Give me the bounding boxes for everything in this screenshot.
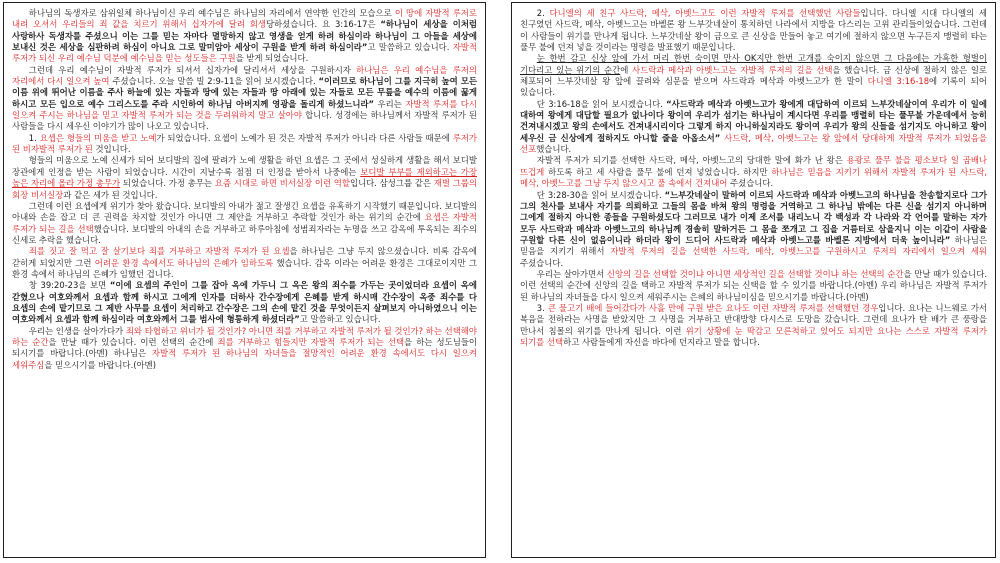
text-run: 보디발 부부를 제외하고는 가장 높은 자리에 올라 가정 총무가 (12, 166, 477, 189)
text-run: “이에 요셉의 주인이 그를 잡아 옥에 가두니 그 옥은 왕의 죄수를 가두는 곳이었더라 요셉이 옥에 갇혔으나 여호와께서 요셉과 함께 하시고 그에게 인자를 더하사 간수장에게 은혜를 받게 하시매 간수장이 옥중 죄수를 다 요셉의 손에 맡기므로 그 제반 사무를 요셉이 처리하고 간수장은 그의 손에 맡긴 것을 무엇이든지 살펴보지 아니하였으니 이는 여호와께서 요셉과 함께 하심이라 여호와께서 그를 범사에 형통하게 하셨더라” (12, 280, 477, 325)
text-run: 을 하나님은 그냥 두지 않으셨습니다. 비록 감옥에 갇히게 되었지만 그런 (12, 246, 477, 268)
text-run: 요셉은 형들의 미움을 받고 노예 (39, 132, 157, 143)
text-run: 입니다. 요나는 니느웨로 가서 복음을 전하라는 사명을 받았지만 그 사명을 거부하고 반대방향 다시스로 도망을 갔습니다. 그런데 요나가 탄 배가 큰 풍랑을 만나서 침몰의 위기를 만나게 됩니다. 이런 (520, 302, 988, 336)
text-run: 과 같은 세가 된 것입니다. (63, 189, 158, 200)
text-run: 단 3:28-30을 읽어 보시겠습니다. (536, 189, 665, 200)
text-run: 을 믿으시기를 바랍니다. (44, 359, 134, 370)
text-run: 3. (536, 302, 548, 313)
text-run: 우리는 인생을 살아가다가 (28, 325, 126, 336)
text-run: “느부갓네살이 말하여 이르되 사드락과 메삭과 아벳느고의 하나님을 찬송할지로다 그가 그의 천사를 보내사 자기를 의뢰하고 그들의 몸을 바쳐 왕의 명령을 거역하고 그 하나님 밖에는 다른 신을 섬기지 아니하며 그에게 절하지 아니한 종들을 구원하셨도다 그러므로 내가 이제 조서를 내리노니 각 백성과 각 나라와 각 언어를 말하는 자가 모두 사드락과 메삭과 아벳느고의 하나님께 경솔히 말하거든 그 몸을 쪼개고 그 집을 거름터로 삼을지니 이는 이같이 사람을 구원할 다른 신이 없음이니라 하더라 왕이 드디어 사드락과 메삭과 아벳느고를 바벨론 지방에서 더욱 높이니라” (520, 189, 987, 245)
text-run: 하나님은 우리 예수님을 루저의 자리에서 다시 일으켜 높여 (12, 64, 477, 87)
text-run: 죄와 타협하고 위너가 될 것인가? 아니면 죄를 거부하고 자발적 루저가 될 것인가? 하는 선택해야 하는 순간 (12, 325, 477, 347)
text-run: 하나님은 믿음을 지키기 위해서 (520, 234, 987, 257)
text-run: 단 3:16-18을 읽어 보시겠습니다. (536, 98, 667, 109)
document-paragraph (520, 8, 987, 53)
text-run: (아멘) (133, 359, 156, 370)
text-run: 형들의 미움으로 노예 신세가 되어 보디발의 집에 팔려가 노예 생활을 하던 요셉은 그 곳에서 성실하게 생활을 해서 보디발 장관에게 인정을 받는 사람이 되었습니다. 시간이 지날수록 점점 더 인정을 받아서 나중에는 (12, 155, 477, 177)
text-run: 어려운 환경 속에서도 하나님의 은혜가 임하도록 (94, 257, 274, 268)
text-run: 자발적 루저의 길을 선택한 사드락, 메삭, 아벳느고를 구원하시고 루저의 자리에서 일으켜 세워 (610, 246, 987, 257)
text-run: 주셨습니다. (727, 178, 774, 189)
left-document-page (3, 2, 486, 558)
text-run: 을 만날 때가 있습니다. 이런 선택의 순간에 (48, 336, 218, 347)
text-run: 했습니다. 보디발의 아내의 손을 거부하고 하루아침에 성범죄자라는 누명을 쓰고 감옥에 투옥되는 죄수의 신세로 추락을 했습니다. (12, 223, 477, 245)
text-run: “이러므로 하나님이 그를 지극히 높여 모든 이름 위에 뛰어난 이름을 주사 하늘에 있는 자들과 땅에 있는 자들과 땅 아래에 있는 자들로 모든 무릎을 예수의 이름에 꿇게 하시고 모든 입으로 예수 그리스도를 주라 시인하여 하나님 아버지께 영광을 돌리게 하셨느니라” (12, 76, 478, 109)
text-run: 그런데 우리 예수님이 자발적 루저가 되셔서 십자가에 달리셔서 세상을 구원하시자 (28, 64, 357, 75)
text-run: 고 말씀하고 있습니다. (367, 42, 453, 53)
text-run: 주셨습니다. 오늘 말씀 빌 2:9-11을 읽어 보시겠습니다. (109, 76, 319, 87)
document-paragraph (12, 246, 477, 280)
text-run: 당하셨습니다. 요 3:16-17은 (265, 19, 381, 30)
text-run: 눈 한번 감고 신상 앞에 가서 머리 한번 숙이면 만사 OK지만 한번 고개를 숙이지 않으면 그 다음에는 가혹한 형벌이 기다리고 있는 위기의 순간 (520, 53, 987, 75)
text-run: 입니다. 삼성그룹 같은 (349, 178, 434, 189)
text-run: 합니다. 성경에는 하나님께서 자발적 루저가 된 사람들을 다시 세우신 이야기가 많이 나오고 있습니다. (12, 110, 477, 132)
text-run: 루저가 된 비자발적 루저가 된 (12, 132, 477, 155)
document-paragraph (520, 53, 987, 98)
text-run: 주셨습니다. (520, 257, 564, 268)
text-run: 죄를 거부하고 힘들지만 자발적 루저가 되는 선택 (217, 336, 405, 347)
text-run: 하도록 하고 세 사람을 풀무 불에 던져 넣었습니다. 하지만 (544, 166, 772, 177)
text-run: 죄를 짓고 잘 먹고 잘 살기보다 죄를 거부하고 자발적 루저가 된 요셉 (28, 246, 290, 257)
document-paragraph (520, 99, 987, 156)
text-run: 사드락, 메삭, 아벳느고는 왕 앞에서 당대하게 자발적 루저가 되었음을 선포 (520, 132, 987, 155)
text-run: 자발적 루저가 된 하나님의 자녀들을 절망적인 어려운 환경 속에서도 다시 일으켜 세워주심 (12, 348, 477, 370)
text-run: 자발적 루저가 되기를 선택한 사드락, 메삭, 아벳느고의 당대한 말에 화가 난 왕은 (536, 155, 847, 166)
text-run: 우리는 (374, 98, 406, 109)
text-run: 자발적 루저가 되신 우리 예수님 덕분에 예수님을 믿는 성도들은 구원 (12, 42, 477, 64)
document-paragraph (12, 201, 477, 246)
text-run: 하나님의 독생자로 삼위일체 하나님이신 우리 예수님은 하나님의 자리에서 연약한 인간의 모습으로 (28, 8, 395, 18)
text-run: 자발적 루저를 다시 일으켜 주시는 하나님을 믿고 자발적 루저가 되는 것을 두려워하지 말고 살아야 (12, 98, 477, 121)
right-document-page (511, 2, 996, 558)
document-paragraph (12, 8, 477, 65)
text-run: 을 했습니다. 금 신상에 절하지 않은 일로 체포되어 느부갓네살 왕 앞에 끌려와 심문을 받으며 사드락과 메삭과 아벳느고가 한 말이 (520, 64, 987, 87)
text-run: 사드락과 메삭과 아벳느고는 자발적 루저의 길을 선택 (632, 64, 833, 75)
document-paragraph (520, 155, 987, 189)
text-run: 가 되었습니다. 요셉이 노예가 된 것은 자발적 루저가 아니라 다른 사람들 때문에 (156, 132, 453, 143)
text-run: 1. (28, 132, 40, 143)
text-run: 에 기록이 되어 있습니다. (520, 76, 987, 98)
text-run: 을 받게 되었습니다. (235, 53, 309, 64)
text-run: 위기 상황에 눈 딱감고 모른척하고 있어도 되지만 요나는 스스로 자발적 루저가 되기를 선택 (520, 325, 987, 347)
text-run: 신앙의 길을 선택할 것이냐 아니면 세상적인 길을 선택할 것이냐 하는 선택의 순간 (606, 268, 904, 279)
document-paragraph (12, 326, 477, 371)
text-run: 고 말씀하고 있습니다. (299, 314, 381, 325)
text-run: 요즘 시대로 하면 비서실장 이런 역할 (214, 178, 350, 189)
text-run: 이 땅에 자발적 루저로 내려 오셔서 우리들의 죄 값을 치르기 위해서 십자가에 달려 회생 (12, 8, 477, 30)
document-paragraph (520, 269, 987, 303)
text-run: 그런데 이런 요셉에게 위기가 찾아 왔습니다. 보디발의 아내가 젊고 잘생긴 요셉을 유혹하기 시작했기 때문입니다. 보디발의 아내와 손을 잡고 더 큰 권력을 차지할 것인가 아니면 그 제안을 거부하고 추락할 것인가 하는 위기의 순간에 (12, 200, 477, 223)
text-run: 했습니다. (536, 144, 572, 155)
text-run: 했습니다. 감옥 이라는 어려운 환경은 그대로이지만 그 환경 속에서 하나님의 은혜가 임했던 겁니다. (12, 257, 477, 279)
text-run: 우리는 살아가면서 (536, 268, 607, 279)
text-run: 하고 사람들에게 자신을 바다에 던지라고 말을 합니다. (563, 336, 760, 347)
text-run: 을 만날 때가 있습니다. 이런 선택의 순간에 신앙의 길을 택하고 자발적 루저가 되는 신택을 할 수 있기를 바랍니다.(아멘) 우리 하나님은 자발적 루저가 된 하나님의 자녀들을 다시 일으켜 세워주시는 은혜의 하나님이심을 믿으시기를 바랍니다.(아멘) (520, 268, 988, 302)
text-run: 입니다. 다니엘 시대 다니엘의 세 친구였던 사드락, 메삭, 아벳느고는 바벨론 왕 느부갓네살이 통치하던 나라에서 지방을 다스리는 고위 관리들이었습니다. 그런데 이 사람들이 위기를 만나게 됩니다. 느부갓네살 왕이 금으로 큰 신상을 만들어 놓고 여기에 절하지 않으면 누구든지 맹렬히 타는 풀무 불에 던져 넣을 것이라는 명령을 발표했기 때문입니다. (520, 8, 987, 53)
text-run: “하나님이 세상을 이처럼 사랑하사 독생자를 주셨으니 이는 그를 믿는 자마다 멸망하지 않고 영생을 얻게 하려 하심이라 하나님이 그 아들을 세상에 보내신 것은 세상을 심판하려 하심이 아니요 그로 말미암아 세상이 구원을 받게 하려 하심이라” (12, 19, 477, 53)
text-run: “사드락과 메삭과 아벳느고가 왕에게 대답하여 이르되 느부갓네살이여 우리가 이 일에 대하여 왕에게 대답할 필요가 없나이다 왕이여 우리가 섬기는 하나님이 계시다면 우리를 맹렬히 타는 풀무불 가운데에서 능히 건져내시겠고 왕의 손에서도 건져내시리이다 그렇게 하지 아니하실지라도 왕이여 우리가 왕의 신들을 섬기지도 아니하고 왕이 세우신 금 신상에게 절하지도 아니할 줄을 아옵소서” (520, 98, 987, 143)
document-paragraph (520, 303, 987, 348)
text-run: 을 하는 성도님들이 되시기를 바랍니다.(아멘) 하나님은 (12, 336, 477, 359)
document-paragraph (12, 65, 477, 133)
text-run: 되었습니다. 가정 총무는 (120, 178, 215, 189)
text-run: 것입니다. (92, 144, 131, 155)
document-paragraph (12, 155, 477, 200)
text-run: 에 (620, 64, 633, 75)
document-paragraph (12, 280, 477, 325)
text-run: 요셉은 자발적 루저가 되는 길을 선택 (12, 212, 477, 234)
text-run: 다니엘 3:16-18 (867, 76, 930, 87)
document-paragraph (12, 133, 477, 156)
text-run: 창 39:20-23을 보면 (28, 280, 110, 291)
document-paragraph (520, 190, 987, 269)
text-run: 용광로 풀무 불을 평소보다 일 곱배나 뜨겁게 (520, 155, 988, 177)
text-run: 큰 물고기 배에 들어갔다가 사흘 만에 구원 받은 요나도 이런 자발적 루저를 선택했던 경우 (547, 302, 879, 313)
text-run: 2. (536, 8, 550, 18)
text-run: 하나님은 믿음을 지키기 위해서 자발적 루저가 된 사드락, 메삭, 아벳느고를 그냥 두지 않으시고 풀 속에서 건져내어 (520, 166, 988, 189)
text-run: 재벌 그룹의 회장 비서실장 (12, 178, 477, 200)
text-run: 다니엘의 세 친구 사드락, 메삭, 아벳느고도 이런 자발적 루저를 선택했던 사람들 (549, 8, 861, 18)
